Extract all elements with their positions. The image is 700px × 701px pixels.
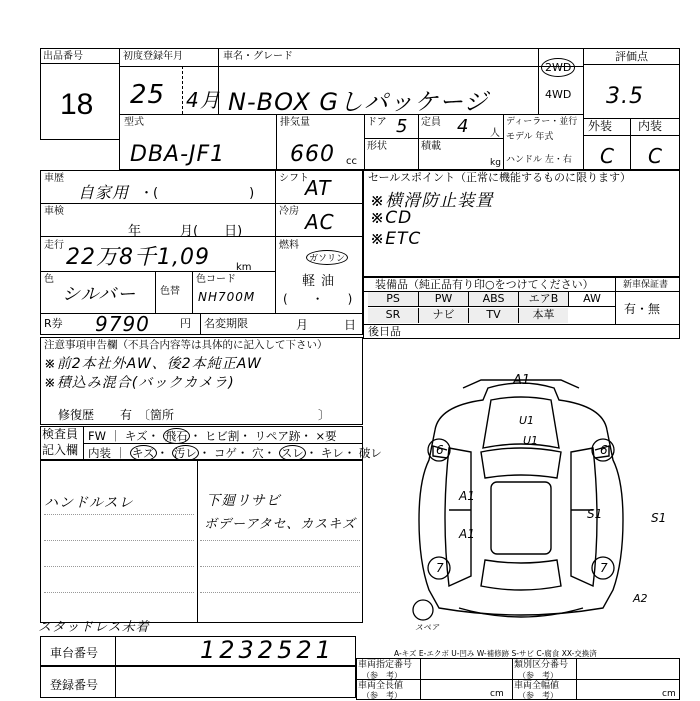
lot-number-value: 18 bbox=[60, 88, 94, 121]
equip-ps: PS bbox=[368, 292, 418, 307]
first-reg-month: 4月 bbox=[186, 88, 221, 112]
drive-4wd: 4WD bbox=[545, 88, 572, 101]
ref-box4-cm: cm bbox=[662, 689, 676, 699]
entry-tear: 破レ bbox=[358, 446, 382, 460]
inspector-fw: FW bbox=[88, 429, 106, 443]
mark-right-side: S1 bbox=[587, 507, 603, 521]
color-code-label: 色コード bbox=[196, 274, 236, 285]
equip-airbag: エアB bbox=[518, 292, 568, 307]
mileage-value: 22万8千1,09 bbox=[66, 245, 210, 270]
ac-value: AC bbox=[305, 210, 335, 234]
equip-aw: AW bbox=[568, 292, 615, 307]
inspector-need: ×要 bbox=[315, 429, 337, 443]
mileage-unit: km bbox=[236, 262, 252, 273]
dealer-label: ディーラー・並行 bbox=[506, 117, 578, 127]
rear-seat-label: 後日品 bbox=[368, 325, 401, 338]
lot-number-label: 出品番号 bbox=[43, 51, 83, 62]
color-code-value: NH700M bbox=[198, 290, 256, 304]
color-value: シルバー bbox=[62, 284, 137, 305]
mark-left-front-tire: 6 bbox=[436, 443, 444, 457]
load-unit: kg bbox=[490, 158, 501, 168]
mark-left-rear-tire: 7 bbox=[436, 561, 444, 575]
ac-label: 冷房 bbox=[279, 206, 299, 217]
equip-navi: ナビ bbox=[418, 308, 468, 323]
sales-point-3: ※ETC bbox=[370, 229, 422, 249]
ref-box4-sub: （参 考） bbox=[518, 691, 558, 700]
handle-label: ハンドル 左・右 bbox=[506, 155, 572, 165]
body-shape-label: 形状 bbox=[367, 141, 387, 152]
inspection-text: 年 月( 日) bbox=[128, 224, 243, 239]
recycle-value: 9790 bbox=[95, 312, 150, 336]
fuel-paren: ( ・ ) bbox=[283, 292, 353, 306]
entry-burn: コゲ bbox=[213, 446, 237, 460]
history-paren: ・( ) bbox=[140, 186, 255, 201]
inspector-items: FW ｜ キズ・ 飛石 ・ ヒビ割・ リペア跡・ ×要 bbox=[88, 429, 337, 443]
chassis-value: 1232521 bbox=[200, 636, 335, 664]
color-label: 色 bbox=[44, 274, 54, 285]
recycle-label: R券 bbox=[44, 317, 63, 330]
mark-right-front-tire: 6 bbox=[600, 443, 608, 457]
warranty-label: 新車保証書 bbox=[623, 280, 669, 290]
mark-right-side-2: S1 bbox=[651, 511, 667, 525]
entry-rub: スレ bbox=[280, 446, 304, 460]
int-label: 内装 bbox=[638, 119, 663, 133]
shift-value: AT bbox=[305, 176, 332, 200]
mark-hood-2: U1 bbox=[523, 434, 539, 447]
entry-items: 内装 ｜ キズ ・ 汚レ ・ コゲ・ 穴・ スレ ・ キレ・ 破レ bbox=[88, 446, 382, 460]
sales-points-label: セールスポイント（正常に機能するものに限ります） bbox=[368, 171, 632, 184]
fuel-diesel: 軽油 bbox=[302, 274, 341, 289]
recycle-unit: 円 bbox=[180, 317, 191, 330]
inspector-label: 検査員 bbox=[42, 427, 79, 441]
fuel-gas: ガソリン bbox=[306, 250, 348, 265]
capacity-unit: 人 bbox=[490, 128, 500, 139]
ref-box4: 車両全幅値 bbox=[514, 681, 560, 691]
first-reg-label: 初度登録年月 bbox=[123, 51, 183, 62]
notes-line1: ※前2本社外AW、後2本純正AW bbox=[44, 356, 262, 372]
mark-left-door: A1 bbox=[459, 489, 475, 503]
damage-legend: A-キズ E-エクボ U-凹み W-補修跡 S-サビ C-腐食 XX-交換済 bbox=[394, 649, 597, 658]
inspector-chip: 飛石 bbox=[164, 429, 188, 443]
remark-left: ハンドルスレ bbox=[44, 495, 134, 511]
entry-dirt: 汚レ bbox=[173, 446, 197, 460]
mark-front: A1 bbox=[513, 373, 531, 388]
ref-box3-sub: （参 考） bbox=[362, 691, 402, 700]
inspection-label: 車検 bbox=[44, 206, 64, 217]
entry-hole: 穴 bbox=[252, 446, 264, 460]
score-label: 評価点 bbox=[615, 50, 648, 63]
inspector-crack: ヒビ割 bbox=[204, 429, 240, 443]
mark-rear-corner: A2 bbox=[633, 592, 648, 605]
inspector-scratch: キズ bbox=[124, 429, 148, 443]
entry-label: 記入欄 bbox=[42, 443, 79, 457]
capacity-value: 4 bbox=[457, 116, 470, 137]
chassis-label: 車台番号 bbox=[50, 646, 99, 660]
score-box bbox=[583, 48, 680, 170]
int-value: C bbox=[648, 144, 663, 168]
doors-label: ドア bbox=[367, 117, 387, 128]
capacity-label: 定員 bbox=[421, 117, 441, 128]
shift-label: シフト bbox=[279, 173, 309, 184]
sales-point-1: ※横滑防止装置 bbox=[370, 191, 494, 211]
ref-box1: 車両指定番号 bbox=[358, 660, 413, 670]
displacement-value: 660 bbox=[290, 142, 335, 167]
ref-box2-sub: （参 考） bbox=[518, 671, 558, 680]
equipment-label: 装備品（純正品有り印○をつけてください） bbox=[375, 278, 594, 291]
load-label: 積載 bbox=[421, 141, 441, 152]
name-change-text: 月 日 bbox=[296, 318, 357, 332]
model-year-label: モデル 年式 bbox=[506, 132, 554, 142]
name-change-label: 名変期限 bbox=[204, 317, 248, 330]
equip-abs: ABS bbox=[468, 292, 518, 307]
remark-right-2: ボデーアタセ、カスキズ bbox=[204, 517, 357, 532]
ext-label: 外装 bbox=[588, 119, 613, 133]
equip-leather: 本革 bbox=[518, 308, 568, 323]
displacement-unit: cc bbox=[346, 156, 357, 167]
drive-2wd: 2WD bbox=[541, 58, 575, 77]
score-value: 3.5 bbox=[606, 84, 644, 109]
ref-box3: 車両全長値 bbox=[358, 681, 404, 691]
repair-value: 有 〔箇所 〕 bbox=[120, 408, 331, 422]
ref-box1-sub: （参 考） bbox=[362, 671, 402, 680]
remark-bottom: スタッドレス未着 bbox=[38, 620, 150, 635]
equip-sr: SR bbox=[368, 308, 418, 323]
mileage-label: 走行 bbox=[44, 240, 64, 251]
ref-box3-cm: cm bbox=[490, 689, 504, 699]
displacement-label: 排気量 bbox=[280, 117, 310, 128]
entry-scratch: キズ bbox=[131, 446, 155, 460]
color-change-label: 色替 bbox=[160, 286, 180, 297]
entry-cut: キレ bbox=[320, 446, 344, 460]
notes-label: 注意事項申告欄（不具合内容等は具体的に記入して下さい） bbox=[44, 339, 328, 351]
model-label: 車名・グレード bbox=[223, 51, 293, 62]
type-code-label: 型式 bbox=[124, 117, 144, 128]
ext-value: C bbox=[600, 144, 615, 168]
fuel-label: 燃料 bbox=[279, 240, 299, 251]
first-reg-year: 25 bbox=[130, 80, 166, 110]
equip-tv: TV bbox=[468, 308, 518, 323]
notes-line2: ※積込み混合(バックカメラ) bbox=[44, 375, 235, 391]
mark-hood-1: U1 bbox=[519, 414, 535, 427]
registration-label: 登録番号 bbox=[50, 678, 99, 692]
repair-label: 修復歴 bbox=[58, 408, 95, 422]
remarks-box bbox=[40, 460, 363, 623]
remark-right-1: 下廻リサビ bbox=[206, 493, 281, 509]
entry-interior: 内装 bbox=[88, 446, 111, 460]
inspector-repair: リペア跡 bbox=[254, 429, 301, 443]
warranty-value: 有・無 bbox=[624, 302, 661, 316]
mark-spare: スペア bbox=[415, 623, 439, 630]
car-damage-diagram bbox=[363, 340, 680, 630]
mark-right-rear-tire: 7 bbox=[600, 561, 608, 575]
equip-pw: PW bbox=[418, 292, 468, 307]
mark-left-rear-door: A1 bbox=[459, 527, 475, 541]
history-value: 自家用 bbox=[78, 183, 130, 202]
type-code-value: DBA-JF1 bbox=[130, 142, 226, 167]
doors-value: 5 bbox=[396, 116, 409, 137]
ref-box2: 類別区分番号 bbox=[514, 660, 569, 670]
sales-point-2: ※CD bbox=[370, 208, 413, 228]
history-label: 車歴 bbox=[44, 173, 64, 184]
model-value: N-BOX Gしパッケージ bbox=[228, 88, 489, 116]
